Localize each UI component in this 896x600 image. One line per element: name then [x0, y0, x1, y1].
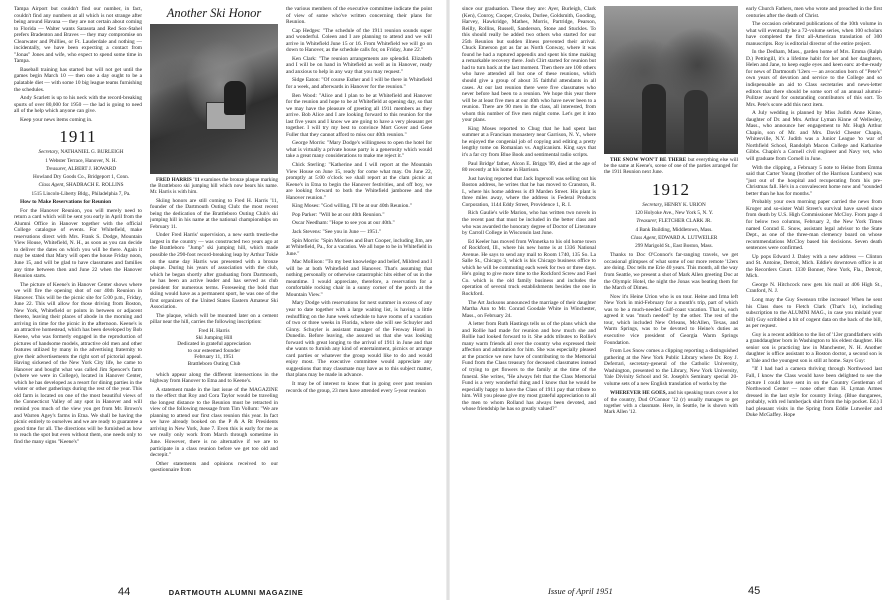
paragraph: George N. Hitchcock now gets his mail at 406 High St., Cranford, N. J. — [746, 281, 882, 295]
person-image — [224, 81, 246, 115]
agent-line: Class Agent, EDWARD A. LUTWEILER — [630, 234, 718, 241]
paragraph: Thanks to Doc O'Connor's far-ranging travels, we get occasional glimpses of what some of our more remote '12ers are doing. Doc tells me Erie 40 years. This month, all the way from Seattle, we present a shot of Mark Allen greeting Doc at the Olympic Hotel, the night the Jonas was beating them for the March of Dimes. — [604, 252, 738, 292]
page-number: 44 — [118, 586, 131, 598]
agent-line: Class Agent, SHADRACH E. ROLLINS — [38, 182, 124, 189]
paragraph: Sidge Eaton: "Of course Esther and I will be there in Whitefield for a week, and afterwards in Hanover for the reunion." — [286, 77, 432, 91]
left-column-1 — [14, 6, 142, 582]
treasurer-line: Treasurer, FLETCHER CLARK JR. — [636, 218, 712, 225]
paragraph: King Moses reported to Chug that he had spent last summer at a Francisan monastery near Garrison, N. Y., where he enjoyed the congenial job of copying and editing a pretty lengthy tome on Romanian vs. Anglicanism. King says that it's a far cry from Blue Book and sentimental radio scripts. — [462, 125, 596, 159]
keenes-photo — [604, 6, 738, 154]
magazine-title: DARTMOUTH ALUMNI MAGAZINE — [168, 588, 304, 597]
paragraph: "If I had had a camera thriving through Northwood last Fall, I know the Class would have been delighted to see the picture I could have sent in on the Country Gentleman of Northwood Center — none other than H. Lyman Armes dressed in the last style for country living. (Blue dungarees, probably, with red lumberjack shirt from the hip pocket. Ed.) I had pleasant visits in the Spring from Eddie Lutweiler and Duke McGaffey. Hope — [746, 366, 882, 419]
paragraph: the various members of the executive committee indicate the point of view of some who've written concerning their plans for Reunion. — [286, 6, 432, 26]
paragraph: Cap Hedges: "The schedule of the 1911 reunion sounds super and wonderful. Coleen and I are planning to attend and we will arrive in Whitefield June 15 or 16. From Whitefield we will go on down to Hanover, as the schedule calls for, on Friday, June 22." — [286, 27, 432, 54]
paragraph: Probably your own morning paper carried the news from Kroger and so-sister Wall Street's survival have saved since from death by U.S. High Commissioner McCloy. From page 4 for below two columns, February 2, the New York Times named Conrad E. Snow, assistant legal advisor to the State Dept., as one of the three-man clemency board on whose recommendations McCloy based his decisions. Seven death sentences were confirmed. — [746, 199, 882, 252]
paragraph: Oscar Needham: "Hope to see you at our 40th." — [292, 220, 395, 227]
paragraph: Ken Clark: "The reunion arrangements are splendid. Elizabeth and I will be on hand in Whitefield as well as in Hanover, ready and anxious to help in any way that you may request." — [286, 55, 432, 75]
paragraph: A statement made in the last issue of the MAGAZINE to the effect that Roy and Cora Taylor would be traveling the longest distance to the Reunion must be retracted in view of the following message from Tim Vollum: "We are planning to attend our first class reunion this year. In fact we have already booked on the P & A Rt Presidents arriving in New York, June 7. Even this is early for me as we really only work from March through sometime in June. However, there is no alternative if we are to participate in a class reunion before we get too old and decrepit." — [150, 386, 278, 459]
paragraph: Long may the Guy Swenson tribe increase! When he sent his Class dues to Fletch Clark (That's 1s), including subscription to the ALUMNI MAG., in case you mislaid your bill) Guy scribbled a bit of cogent data on the back of the bill, as per request. — [746, 296, 882, 330]
paragraph: since our graduation. These they are: Ayer, Burleigh, Clark (Ken), Conroy, Cooper, Crooks, Durlee, Goldsmith, Gooding, Harvey, Hawkridge, Mathes, Morris, Partridge, Pearson, Reilly, Rollins, Russell, Sanderson, Stone and Stuckles. To this should really be added two others who started for our 25th Reunion but sudden illness prevented their arrival. Chuck Emerson got as far as North Conway, where it was found he had a ruptured appendix and spent his time making a remarkable recovery there. Josh Clirt started for reunion but had to turn back at the last moment. Then there are 100 others who have attended all but one of these reunions, which should give a group of about 35 faithful attendants in all cases. At our last reunion there were five classmates who never before had been to a reunion. We hope this year there will be at least five men at our 40th who have never been to a reunion. There are 90 men in the class, all interested, from whom this number of five men might come. Let's get it into your plans. — [462, 6, 596, 124]
paragraph: which appear along the different intersections in the highway from Hanover to Etna and to Keene's. — [150, 371, 278, 385]
right-page — [448, 0, 896, 600]
paragraph: Baseball training has started but will not get until the games begin March 10 — then one a day ought to be a palatable diet — with some 10 big league teams furnishing the schedules. — [14, 66, 142, 93]
paragraph: Mary Dodge with reservations for next summer in excess of any year to date together with a large waiting list, is having a little reshuffling on the June week schedule to have rooms of a vacation of two or three weeks in Florida, where she will see Schuyler and Ginny. Schuyler is assistant manager of the Fenway Hotel in Dunedin. Before leaving, she assured us that she was looking forward with great longing to the arrival of 1911 in June and that she wants to furnish any kind of entertainment, picnics or arrange card parties or whatever the group would like to do and would enjoy most. The executive committee would appreciate any suggestions that may classmate may have as to this subject matter, that plans may be made in advance. — [286, 300, 432, 379]
inscription-line: Ski Jumping Hill — [195, 334, 233, 341]
paragraph: King Moses: "God willing, I'll be at our 40th Reunion." — [292, 203, 412, 210]
paragraph: Ben Wood: "Alice and I plan to be at Whitefield and Hanover for the reunion and hope to be at Whitefield at opening day, so that we may have the pleasure of greeting all 1911 members as they arrive. Bob Alice and I are looking forward to this reunion for the last five years and I know we are going to have a very pleasant get together. I will try my best to convince Mort Gover and Gene Fuller that they cannot afford to miss our 40th reunion." — [286, 92, 432, 138]
paragraph: It may be of interest to know that in going over past reunion records of the group, 23 men have attended every 5-year reunion — [286, 380, 432, 394]
class-year-heading-1912: 1912 — [652, 179, 690, 199]
paragraph: From Les Snow comes a clipping reporting a distinguished gathering at the New York Public Library where Dr. Roy J. Deferrari, secretary-general of the Catholic University, Washington, presented to the Library, New York University, Yale Divinity School and St. Joseph's Seminary special 20-volume sets of a new English translation of works by the — [604, 348, 738, 387]
paragraph: Jack Stevens: "See you in June — 1951." — [292, 228, 382, 235]
paragraph: Chick Sterling: "Katherine and I will report at the Mountain View House on June 15, ready for come what may. On June 22, promptly at 5:00 o'clock we shall report at the clam picnic at Keene's in Etna to begin the Hanover festivities, and off boy, we are looking forward to both the Whitefield jamboree and the Hanover reunion." — [286, 162, 432, 201]
paragraph: Under Fred Harris' supervision, a new earth trestle-the largest in the country — was constructed two years ago at the Brattleboro "Jump" ski jumping hill, which made possible the 290-foot record-breaking leap by Arthur Tokle on the same day Harris was presented with a bronze plaque. During his years of association with the club, which he began shortly after graduating from Dartmouth, he has been an active leader and has served as club president for numerous terms. Foreseeing the bold that skiing would have as a permanent sport, he was one of the first organizers of the United States Eastern Amateur Ski Association. — [150, 232, 278, 311]
paragraph: Rich Gaulie's wife Marion, who has written two novels in the recent past that must be included in the better class and who was awarded the honorary degree of Doctor of Literature by Carroll College in Wisconsin last June. — [462, 210, 596, 237]
secretary-address: 1 Webster Terrace, Hanover, N. H. — [45, 157, 117, 164]
agent-address: 299 Marigold St., East Boston, Mass. — [635, 243, 713, 250]
paragraph: With the clipping, a February 5 note to Heine from Emma said that Carter Young (brother of the Harrison Lumbers) was "just out of the hospital and recuperating from his pre-Christmas fall. He's in a convalescent home now and "sounded better than he has for months." — [746, 164, 882, 197]
right-column-3 — [746, 6, 882, 582]
paragraph: Keep your news items coming in. — [20, 116, 93, 123]
paragraph: In the Dedham, Mass., garden home of Mrs. Emma (Ralph D.) Pettingill, it's a lifetime habit for her and her daughters, Helen and Jane, to keep eagle eyes and keen ears: at-the-ready for news of Dartmouth '12ers — an avocation born of "Pete's" own years of devotion and service to the College and so indispensable an aid to Class secretaries and news-letter editors that there should be some sort of an annual alumni-Pulitzer award for outstanding contributors of this sort. To Mrs. Pete's score add this next item. — [746, 49, 882, 108]
inscription-line: to our esteemed founder — [187, 347, 241, 354]
right-column-2 — [604, 6, 738, 582]
class-year-heading-1911: 1911 — [59, 127, 97, 147]
paragraph: Up pops Edward J. Daley with a new address — Clinton and St. Antoine, Detroit, Mich. Eddie's downtown office is at the Recorders Court. 1330 Bonner, New York, Fla., Detroit, Mich. — [746, 253, 882, 280]
paragraph: A July wedding is planned by Miss Judith Anne Kinne, daughter of Dr. and Mrs. Arthur Lyman Kinne of Wellesley, Mass., who announce her engagement to Mr. Hugh Arthur Chapin, son of Mr. and Mrs. David Chester Chapin, Whitesville, N.Y. Judith was a Junior League 'to war of Northfield School, Randolph Macon College and Katharine Gibbs. Chapin's a Cornell civil engineer and Navy vet, who will graduate from Cornell in June. — [746, 110, 882, 163]
treasurer-line: Treasurer, ALBERT J. HOWARD — [45, 165, 117, 172]
inscription-line: Brattleboro Outing Club — [187, 360, 241, 367]
paragraph: Andy Scarlett is up to his neck with the record-breaking spurts of over 80,000 for 1950 — the lad is going to need all of the help which anyone can give. — [14, 95, 142, 115]
inscription-line: Dedicated in grateful appreciation — [177, 341, 251, 348]
paragraph: early Church Fathers, men who wrote and preached in the first centuries after the death of Christ. — [746, 6, 882, 19]
paragraph: For the Hanover Reunion, you will merely need to return a card which will be sent you early in April from the Alumni Office in Hanover together with the official College catalogue of events. For Whitefield, make reservations direct with Mrs. Frank S. Dodge, Mountain View House, Whitefield, N. H., as soon as you can decide to deliver the dates on which you will be there. Again it may be stated that Mary will open the house Friday noon, June 15, and will be glad to have classmates and families any time between then and June 22 when the Hanover Reunion starts. — [14, 207, 142, 280]
paragraph: Spin Morris: "Spin Morrises and Burt Cooper, including Jim, are at Whitefield, Pa., for a vacation. We all hope to be in Whitefield in June." — [286, 237, 432, 257]
paragraph: George Morris: "Mary Dodge's willingness to open the hotel for what is virtually a private house party is a generosity which would take a great many considerations to make me reject it." — [286, 140, 432, 160]
paragraph: Pop Parker: "Will be at our 40th Reunion." — [292, 211, 385, 218]
issue-date: Issue of April 1951 — [548, 586, 613, 596]
paragraph: The picture of Keene's in Hanover Center shows where we will fire the opening shot of our 40th Reunion in Hanover. This will be the picnic site for 5:00 p.m., Friday, June 22. This will allow for those driving from Boston, New York, Whitefield or points in between or adjacent thereto, leaving their places of abode in the morning and arriving in time for the picnic in the afternoon. Keene's is an attractive homestead, which has been developed by Bob Keene, who was formerly engaged in the reproduction of pictures of handsome models, attractive old men and other features utilized by many in the advertising fraternity to give their advertisements the right sort of pictorial appeal. Having sickened of the New York City life, he came to Hanover and bought what was called Jim Spencer's farm (where we were in College), located in Hanover Center, which he has developed as a resort for dining parties in the winter or other gatherings during the rest of the year. This old farm is located on one of the most beautiful views of the Connecticut Valley of any spot in Hanover and will remind you much of the view you get from Mr. Brown's and Warren Agey's farms in Etna. We shall be having the picnic entirely to ourselves and we are ready to guarantee a good time for all. The directions will be furnished as how to reach the spot but even without them, one needs only to find the many signs "Keene's" — [14, 281, 142, 445]
person-image — [642, 84, 666, 154]
left-footer — [118, 584, 438, 598]
paragraph: A letter from Ruth Hastings tells us of the plans which she and Rollie had made for reunion and how much she and Rollie had looked forward to it. She adds tributes to Rollie's many warm friends all over the country who expressed their affection and admiration for him. She was especially pleased at the practice we now have of contributing to the Memorial Fund from the Class treasury for deceased classmates instead of trying to get flowers to the family at the time of the funeral. She writes, "He always felt that the Class Memorial Fund is a very wonderful thing and I know that he would be especially happy to have the Class of 1911 pay that tribute to him. Will you please give my most grateful appreciation to all the men to whom Rolland has always been devoted, and whose friendship he has so greatly valued?" — [462, 321, 596, 413]
secretary-line: Secretary, NATHANIEL G. BURLEIGH — [38, 149, 124, 156]
right-footer — [448, 584, 888, 598]
page-number: 45 — [748, 585, 761, 597]
left-col1-top-paras — [14, 6, 142, 123]
paragraph: Other statements and opinions received to our questionnaire from — [150, 460, 278, 474]
section-subhead: How to Make Reservations for Reunion — [20, 199, 112, 206]
inscription-line: February 11, 1951 — [194, 354, 234, 361]
paragraph: Skiing honors are still coming to Fred H. Harris '11, founder of the Dartmouth Outing Club: the most recent being the dedication of the Brattleboro Outing Club's ski jumping hill in his name at the national championships on February 11. — [150, 197, 278, 230]
secretary-address: 120 Holyoke Ave., New York 5, N. Y. — [634, 209, 714, 216]
photo-caption: FRED HARRIS '11 examines the bronze plaque marking the Brattleboro ski jumping hill which now bears his name. Mr. Harris is with him. — [150, 177, 278, 196]
person-image — [684, 90, 708, 154]
paragraph: Tampa Airport but couldn't find our number, in fact, couldn't find any numbers at all which is not strange after being around Havana — they are not certain about coming to Florida — Walter wants Sarasota and Red Sox-Stahel prefers Bradenton and Braves — they may compromise on Clearwater and Phillies, or Ft. Lauderdale and nothing — incidentally, we have been expecting a contact from "Jonas" Jones and wife, who expect to spend some time in Tampa. — [14, 6, 142, 65]
right-column-1 — [462, 6, 596, 582]
paragraph: The occasion celebrated publications of the 10th volume in what will eventually be a 72-volume series, when 100 scholars have completed the first all-American translation of 300 manuscripts. Roy is editorial director of the entire project. — [746, 21, 882, 47]
paragraph: Ed Keeler has moved from Winnetka to his old home town of Rockford, Ill., where his new home is at 1336 National Avenue. He says to send any mail to Room 1740, 135 So. La Salle St., Chicago 3, which is his Chicago business office to which he will be commuting each week for two or three days. He's going to give more time to the Rockford Screw and Fuel Co. which is the old family business and includes the operation of several truck establishments besides the one in Rockford. — [462, 238, 596, 297]
paragraph: Guy is a recent addition to the list of '12er grandfathers with a granddaughter born in Washington to his eldest daughter. His senior son is practicing law in Manchester, N. H. Another daughter is office assistant to a Boston doctor, a second son is at Yale and the youngest son is still at home. Says Guy: — [746, 331, 882, 364]
plaque-inscription — [150, 328, 278, 368]
treasurer-address: 4 Bank Building, Middletown, Mass. — [635, 226, 713, 233]
photo-caption: THE SNOW WON'T BE THERE but everything else will be the same at Keene's, scene of one of the parties arranged for the 1911 Reunion next June. — [604, 157, 738, 176]
treasurer-address: Howland Dry Goods Co., Bridgeport 1, Conn. — [33, 174, 129, 181]
paragraph: The plaque, which will be mounted later on a cement pillar near the hill, carries the following inscription: — [150, 312, 278, 326]
inscription-line: Fred H. Harris — [198, 328, 230, 334]
paragraph: Just having reported that Jack Ingersoll was selling out his Boston address, he writes that he has moved to Cranston, R. I., where his home address is 49 Marden Street. His plant is three miles away, where the address is Federal Products Corporation, 1144 Eddy Street, Providence 1, R. I. — [462, 175, 596, 208]
left-column-3 — [286, 6, 432, 582]
ski-plaque-photo — [150, 24, 278, 174]
article-headline: Another Ski Honor — [166, 6, 262, 20]
agent-address: 1515 Lincoln-Liberty Bldg., Philadelphia 7, Pa. — [31, 190, 131, 197]
paragraph: Mac Mollison: "To my best knowledge and belief, Mildred and I will be at both Whitefield and Hanover. That's assuming that nothing personally or otherwise catastrophic hits either of us in the meantime. I would appreciate, therefore, a reservation for a comfortable rocking chair in a sunny corner of the porch at the Mountain View." — [286, 259, 432, 298]
left-column-2 — [150, 6, 278, 582]
secretary-line: Secretary, HENRY K. URION — [642, 201, 706, 208]
paragraph: Now it's Heine Urion who is on tour. Heine and Irma left New York in mid-February for a month's trip, part of which was to be a much-needed Gulf-coast vacation. That is, each agreed it was "much needed" by the other. The rest of the tour, which included New Orleans, McAllen, Texas, and Warm Springs, was to be devoted to Heine's duties as executive vice president of Georgia Warm Springs Foundation. — [604, 293, 738, 346]
bottom-photo-caption: WHEREVER HE GOES, and his speaking tours cover a lot of the country, Dud O'Connor '12 (r) usually manages to get together with a classmate. Here, in Seattle, he is shown with Mark Allen '12. — [604, 390, 738, 415]
paragraph: The Art Jacksons announced the marriage of their daughter Martha Ann to Mr. Conrad Goodale White in Winchester, Mass., on February 24. — [462, 299, 596, 319]
paragraph: Paul Bridge' father, Alcon E. Briggs '89, died at the age of 80 recently at his home in Harrison. — [462, 160, 596, 174]
